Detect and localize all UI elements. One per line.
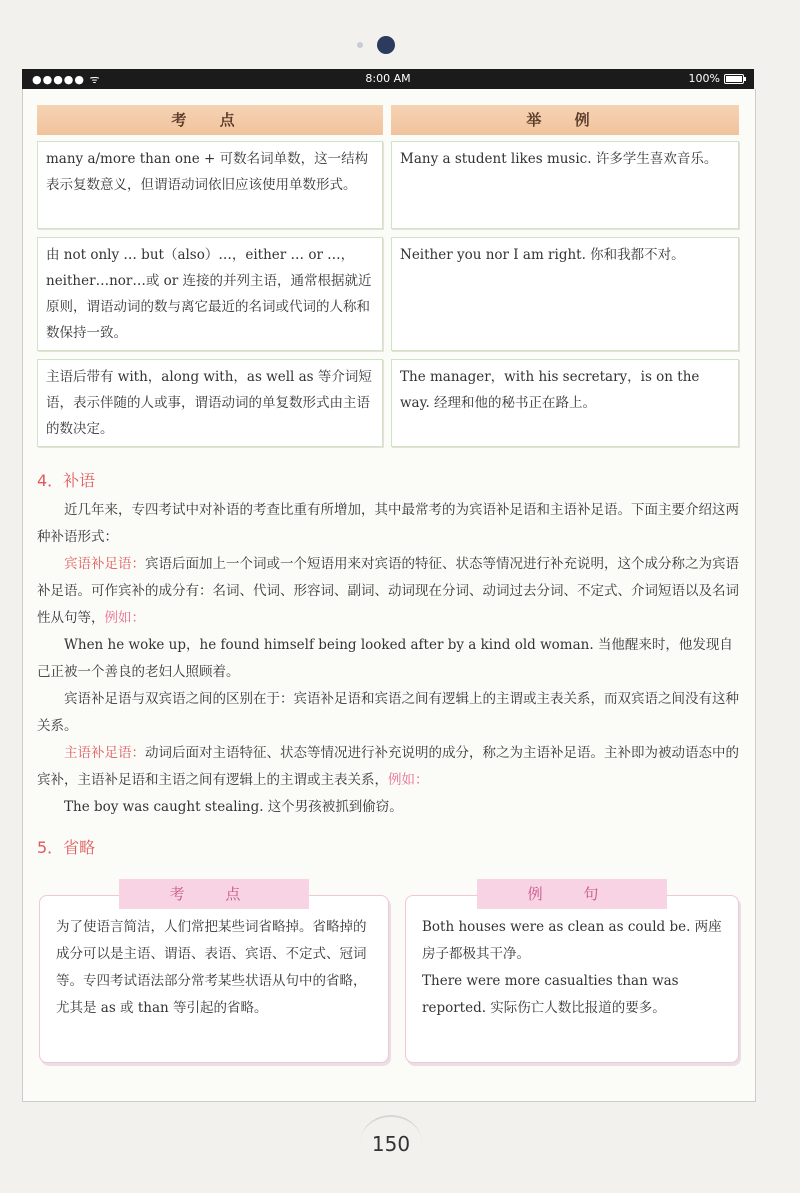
page-number: 150 — [360, 1115, 422, 1171]
subject-complement-text: 动词后面对主语特征、状态等情况进行补充说明的成分，称之为主语补足语。主补即为被动语态中的宾补，主语补足语和主语之间有逻辑上的主谓或主表关系， — [37, 745, 739, 788]
sensor-dot — [357, 42, 363, 48]
intro-paragraph: 近几年来，专四考试中对补语的考查比重有所增加，其中最常考的为宾语补足语和主语补足语。下面主要介绍这两种补语形式： — [37, 502, 739, 545]
table-cell-example: The manager，with his secretary，is on the way. 经理和他的秘书正在路上。 — [391, 359, 739, 447]
omission-point-tab: 考 点 — [119, 879, 309, 909]
subject-complement-example: The boy was caught stealing. 这个男孩被抓到偷窃。 — [64, 799, 403, 815]
difference-paragraph: 宾语补足语与双宾语之间的区别在于：宾语补足语和宾语之间有逻辑上的主谓或主表关系，而双宾语之间没有这种关系。 — [37, 691, 739, 734]
omission-example-2: There were more casualties than was reported. 实际伤亡人数比报道的要多。 — [422, 973, 679, 1016]
tablet-camera — [0, 36, 800, 56]
object-complement-paragraph — [37, 551, 741, 632]
example-label: 例如： — [388, 772, 429, 788]
section-title: 4．补语 — [37, 471, 96, 490]
signal-wifi-icon: ●●●●● ᯤ — [32, 73, 101, 86]
object-complement-example: When he woke up，he found himself being looked after by a kind old woman. 当他醒来时，他发现自己正被一个善良的老妇人照顾着。 — [37, 637, 733, 680]
subject-complement-label: 主语补足语： — [64, 745, 145, 761]
page-content[interactable] — [22, 89, 756, 1102]
table-cell-example: Many a student likes music. 许多学生喜欢音乐。 — [391, 141, 739, 229]
table-cell-point: many a/more than one + 可数名词单数，这一结构表示复数意义，但谓语动词依旧应该使用单数形式。 — [37, 141, 383, 229]
omission-example-tab: 例 句 — [477, 879, 667, 909]
battery-status — [689, 72, 744, 85]
table-cell-example: Neither you nor I am right. 你和我都不对。 — [391, 237, 739, 351]
omission-example-box — [405, 895, 739, 1063]
section-title: 5．省略 — [37, 838, 96, 857]
table-cell-point: 主语后带有 with，along with，as well as 等介词短语，表示伴随的人或事，谓语动词的单复数形式由主语的数决定。 — [37, 359, 383, 447]
battery-icon — [724, 74, 744, 84]
table-cell-point: 由 not only … but（also）…，either … or …，neither…nor…或 or 连接的并列主语，通常根据就近原则，谓语动词的数与离它最近的名词或代词的人称和数保持一致。 — [37, 237, 383, 351]
status-bar — [22, 69, 754, 89]
table-header-point: 考 点 — [37, 105, 383, 135]
status-time: 8:00 AM — [365, 72, 411, 85]
table-header-example: 举 例 — [391, 105, 739, 135]
object-complement-label: 宾语补足语： — [64, 556, 145, 572]
omission-point-box: 为了使语言简洁，人们常把某些词省略掉。省略掉的成分可以是主语、谓语、表语、宾语、不定式、冠词等。专四考试语法部分常考某些状语从句中的省略，尤其是 as 或 than 等引起的省略。 — [39, 895, 389, 1063]
subject-complement-paragraph — [37, 740, 741, 794]
battery-percent: 100% — [688, 72, 720, 85]
example-label: 例如： — [104, 610, 145, 626]
object-complement-text: 宾语后面加上一个词或一个短语用来对宾语的特征、状态等情况进行补充说明，这个成分称之为宾语补足语。可作宾补的成分有：名词、代词、形容词、副词、动词现在分词、动词过去分词、不定式、介词短语以及名词性从句等， — [37, 556, 739, 626]
camera-lens — [377, 36, 395, 54]
omission-example-1: Both houses were as clean as could be. 两座房子都极其干净。 — [422, 919, 722, 962]
